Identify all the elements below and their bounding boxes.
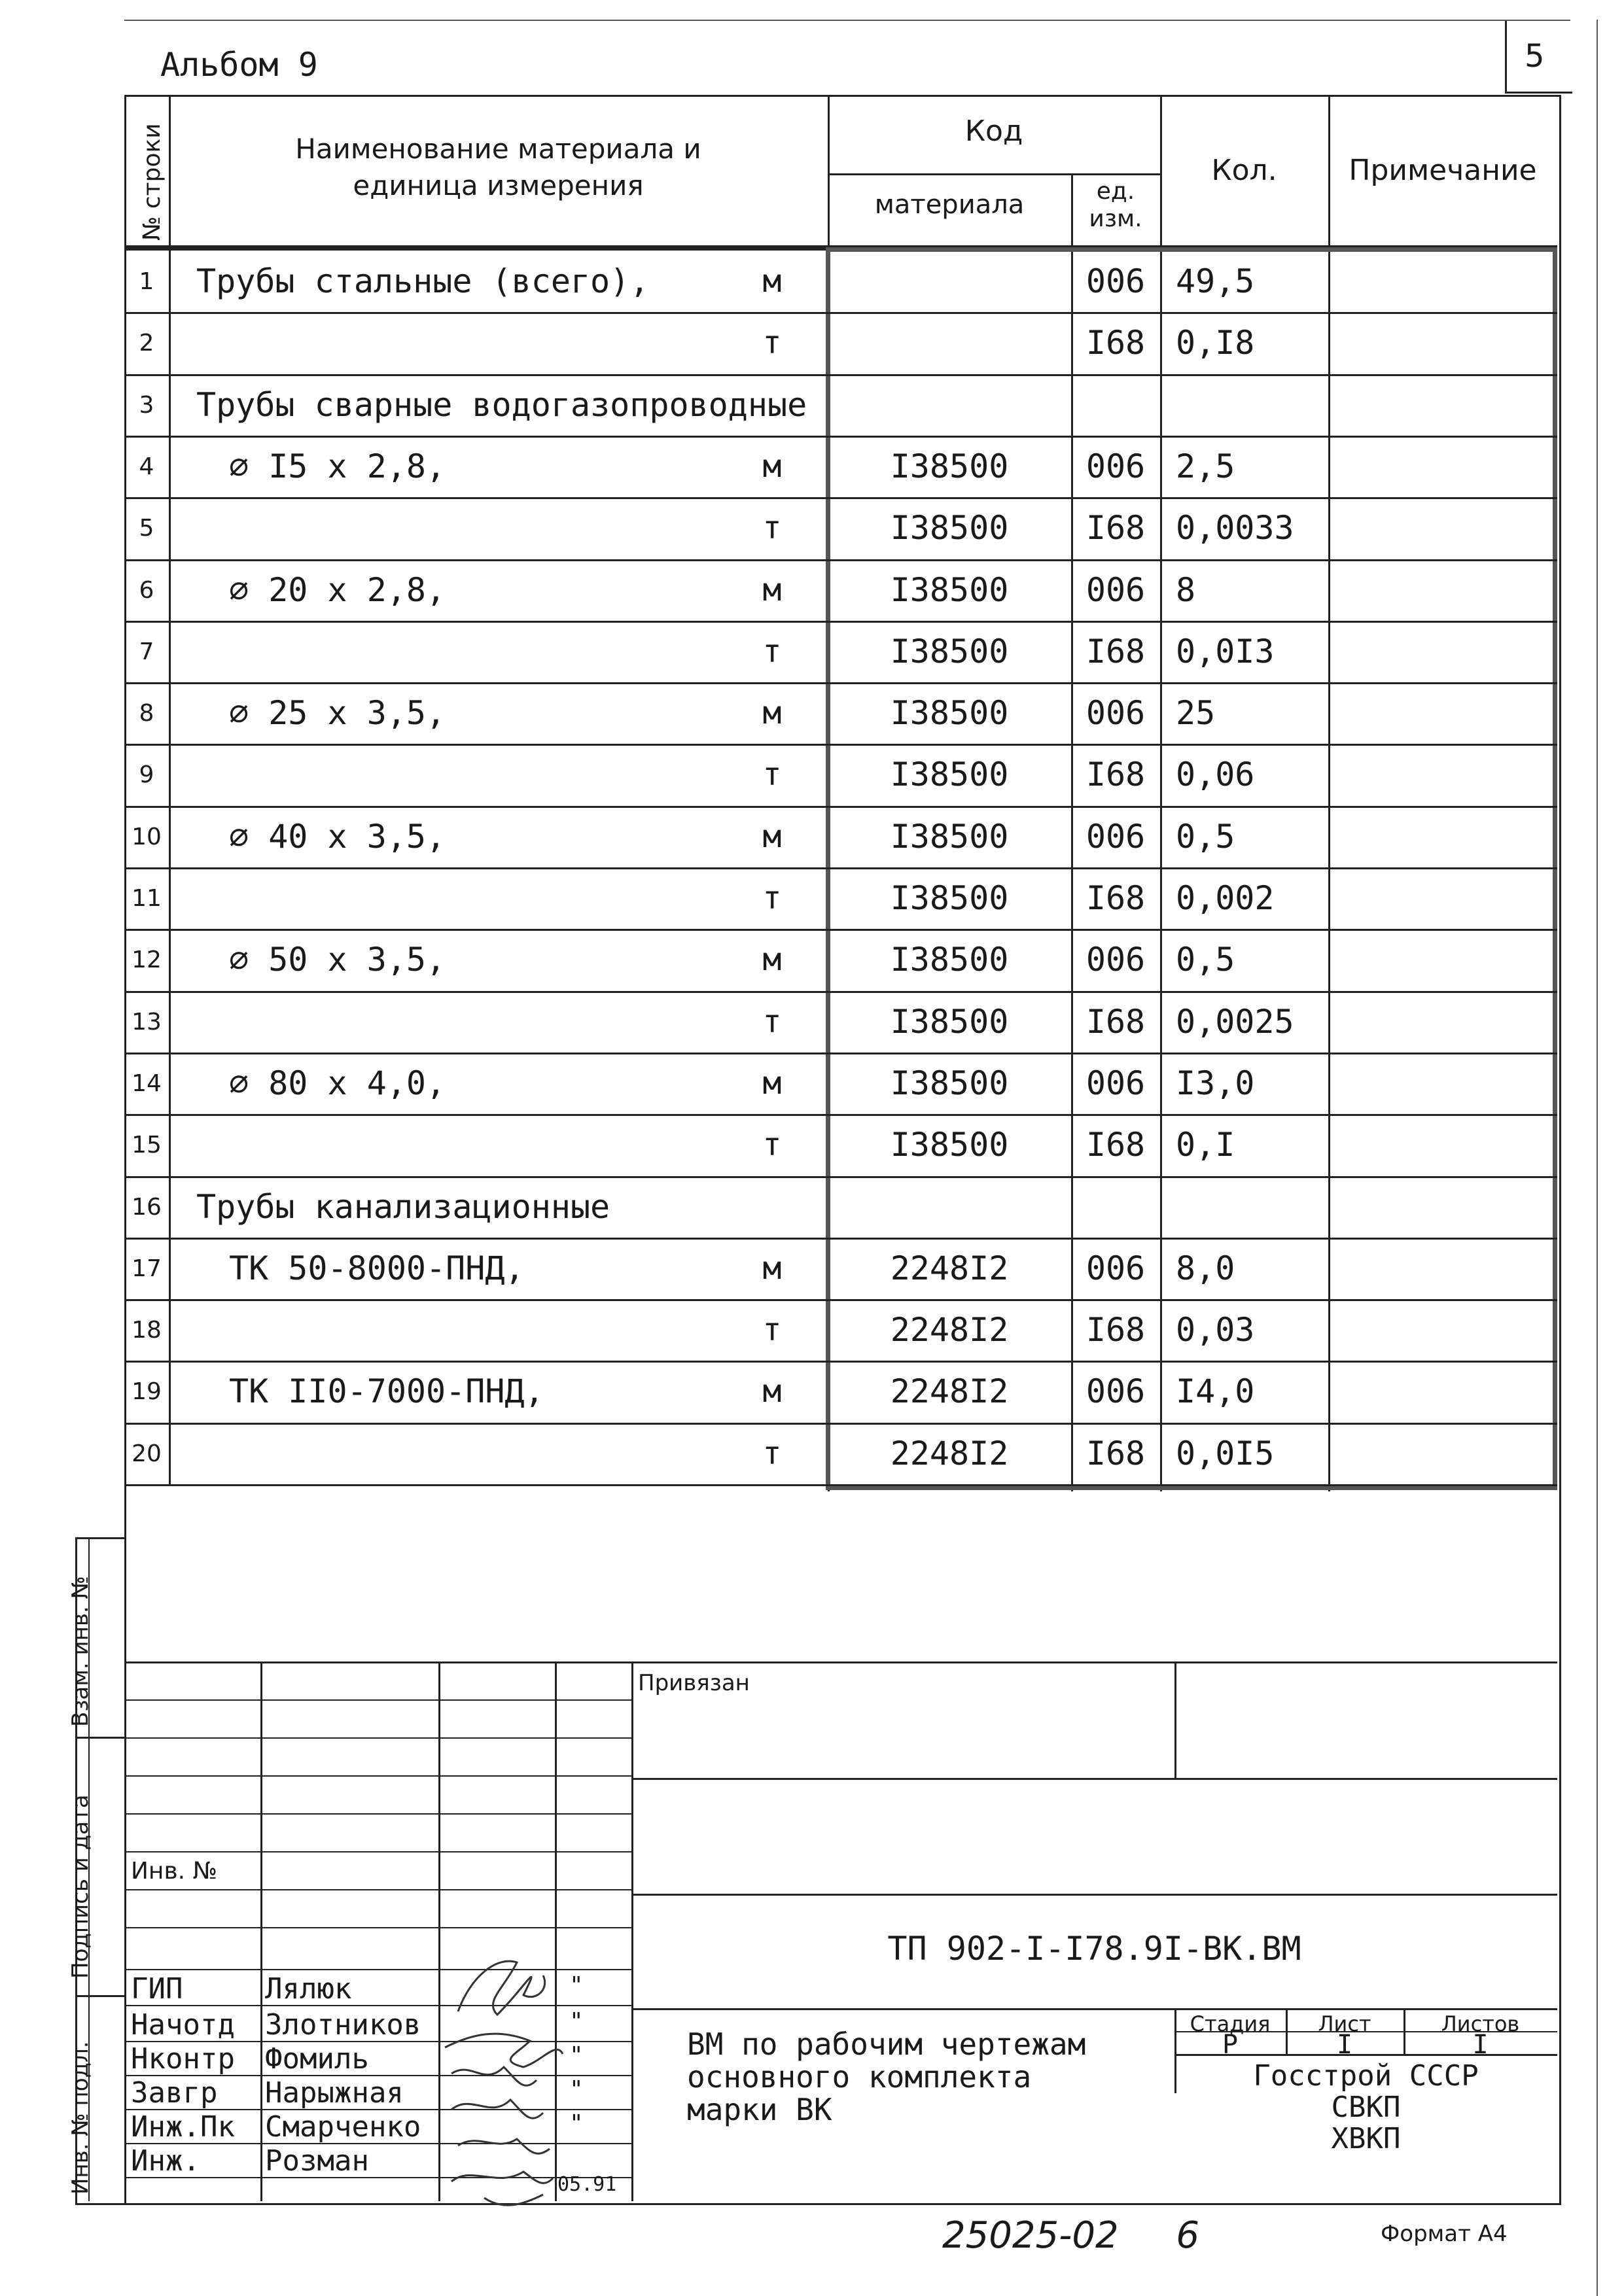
col-line-rowno xyxy=(169,95,171,1485)
row-qty xyxy=(1160,374,1344,436)
row-number: 11 xyxy=(132,884,162,912)
row-name: ТК II0-7000-ПНД, xyxy=(229,1372,544,1410)
side-podpis: Подпись и дата xyxy=(67,1794,94,1979)
album-label: Альбом 9 xyxy=(160,46,318,84)
tb-title-line1: ВМ по рабочим чертежам xyxy=(687,2026,1086,2062)
tb-grid-line-2 xyxy=(124,1737,631,1739)
tb-privyazan: Привязан xyxy=(638,1670,750,1696)
row-number: 7 xyxy=(139,638,154,665)
row-qty: 8,0 xyxy=(1176,1249,1235,1287)
side-inv-podl: Инв. № подл. xyxy=(67,2041,94,2195)
tb-line-title-top xyxy=(631,2008,1557,2010)
row-unit: т xyxy=(762,1126,782,1163)
row-name xyxy=(196,1114,752,1175)
row-number: 3 xyxy=(139,391,154,419)
row-number: 13 xyxy=(132,1008,162,1035)
row-ed: 006 xyxy=(1086,262,1146,300)
row-qty: 0,0033 xyxy=(1176,509,1294,547)
header-code-material: материала xyxy=(874,190,1025,220)
row-code: I38500 xyxy=(890,633,1009,670)
row-number: 19 xyxy=(132,1378,162,1405)
row-code: I38500 xyxy=(890,879,1009,917)
row-code xyxy=(828,312,1071,374)
tb-stage: Р xyxy=(1222,2030,1239,2060)
row-number: 9 xyxy=(139,761,154,788)
tb-sheet-label: Лист xyxy=(1318,2011,1371,2036)
row-number: 10 xyxy=(132,823,162,850)
row-qty: I3,0 xyxy=(1176,1064,1255,1102)
row-ed: I68 xyxy=(1086,1126,1146,1164)
row-ed: I68 xyxy=(1086,879,1146,917)
code-header-divider xyxy=(828,173,1160,175)
staff-date-mark: " xyxy=(569,2076,584,2103)
row-code: I38500 xyxy=(890,1126,1009,1164)
tb-line-privyazan-bottom xyxy=(631,1778,1557,1780)
tb-top-line xyxy=(124,1661,1557,1663)
row-code: 2248I2 xyxy=(890,1435,1009,1472)
row-code xyxy=(828,1176,1071,1238)
row-name: ⌀ I5 х 2,8, xyxy=(229,447,446,485)
row-unit xyxy=(746,1176,798,1238)
row-name: Трубы канализационные xyxy=(196,1188,610,1226)
side-stamp-divider-1 xyxy=(75,1737,124,1739)
row-ed: I68 xyxy=(1086,509,1146,547)
tb-sheets-label: Листов xyxy=(1441,2011,1520,2036)
row-code: I38500 xyxy=(890,447,1009,485)
row-ed: 006 xyxy=(1086,1064,1146,1102)
row-unit: м xyxy=(762,263,782,300)
tb-sheet: I xyxy=(1336,2030,1353,2060)
row-ed: 006 xyxy=(1086,694,1146,732)
row-qty: 0,I xyxy=(1176,1126,1235,1164)
row-ed: 006 xyxy=(1086,941,1146,979)
tb-inv-no: Инв. № xyxy=(131,1858,218,1885)
row-unit: м xyxy=(762,818,782,855)
row-name xyxy=(196,621,752,682)
row-separator xyxy=(124,1484,1557,1486)
row-name xyxy=(196,867,752,929)
header-code-unit-line1: ед. xyxy=(1096,178,1135,205)
row-code: 2248I2 xyxy=(890,1249,1009,1287)
staff-role: ГИП xyxy=(131,1972,183,2006)
top-border-line xyxy=(124,20,1570,21)
tb-grid-line-1 xyxy=(124,1699,631,1701)
tb-title-line3: марки ВК xyxy=(687,2092,832,2127)
staff-name: Лялюк xyxy=(265,1972,352,2006)
tb-grid-line-4 xyxy=(124,1813,631,1815)
staff-role: Начотд xyxy=(131,2008,235,2042)
tb-grid-line-5 xyxy=(124,1851,631,1852)
row-qty xyxy=(1160,1176,1344,1238)
row-number: 16 xyxy=(132,1193,162,1221)
row-unit: м xyxy=(762,1250,782,1287)
row-unit xyxy=(746,374,798,436)
row-qty: 0,0I3 xyxy=(1176,633,1275,670)
row-number: 17 xyxy=(132,1255,162,1282)
header-qty: Кол. xyxy=(1211,154,1277,187)
header-name xyxy=(169,131,828,204)
row-qty: 49,5 xyxy=(1176,262,1255,300)
staff-name: Фомиль xyxy=(265,2042,369,2076)
row-name xyxy=(196,991,752,1052)
row-number: 4 xyxy=(139,453,154,480)
row-ed: I68 xyxy=(1086,1003,1146,1041)
tb-grid-line-3 xyxy=(124,1775,631,1777)
row-number: 1 xyxy=(139,268,154,295)
side-vzam: Взам. инв. № xyxy=(67,1576,94,1727)
staff-row-separator xyxy=(124,2005,631,2006)
row-ed: I68 xyxy=(1086,756,1146,793)
tb-stage-label: Стадия xyxy=(1190,2011,1271,2036)
staff-date-mark: " xyxy=(569,2042,584,2069)
row-name xyxy=(196,1423,752,1484)
header-name-line1: Наименование материала и xyxy=(295,133,701,165)
row-code: I38500 xyxy=(890,818,1009,856)
tb-vline-role xyxy=(260,1661,262,2201)
row-qty: I4,0 xyxy=(1176,1372,1255,1410)
staff-name: Смарченко xyxy=(265,2110,421,2144)
row-unit: т xyxy=(762,1435,782,1472)
row-qty: 0,0025 xyxy=(1176,1003,1294,1041)
row-name: ⌀ 50 х 3,5, xyxy=(229,941,446,979)
row-name: ⌀ 25 х 3,5, xyxy=(229,694,446,732)
tb-sheets: I xyxy=(1472,2030,1489,2060)
row-unit: т xyxy=(762,756,782,793)
row-name: ⌀ 20 х 2,8, xyxy=(229,571,446,609)
tb-line-designation-top xyxy=(631,1894,1557,1896)
row-qty: 0,0I5 xyxy=(1176,1435,1275,1472)
row-number: 5 xyxy=(139,514,154,542)
row-unit: м xyxy=(762,695,782,731)
staff-date-mark: " xyxy=(569,2008,584,2035)
row-ed: 006 xyxy=(1086,571,1146,609)
header-code: Код xyxy=(964,114,1023,148)
row-ed: 006 xyxy=(1086,818,1146,856)
header-note: Примечание xyxy=(1349,154,1537,187)
tb-org-line1: Госстрой СССР xyxy=(1253,2059,1479,2093)
row-number: 2 xyxy=(139,329,154,357)
row-ed: I68 xyxy=(1086,633,1146,670)
side-stamp-divider-2 xyxy=(75,1995,124,1997)
row-name xyxy=(196,312,752,374)
row-unit: т xyxy=(762,880,782,916)
row-number: 8 xyxy=(139,699,154,727)
row-unit: т xyxy=(762,1312,782,1348)
header-name-line2: единица измерения xyxy=(353,169,644,201)
header-row-no: № строки xyxy=(139,123,166,241)
row-number: 15 xyxy=(132,1131,162,1158)
staff-name: Злотников xyxy=(265,2008,421,2042)
tb-title-line2: основного комплекта xyxy=(687,2059,1032,2095)
row-name: ТК 50-8000-ПНД, xyxy=(229,1249,525,1287)
tb-organization xyxy=(1174,2061,1557,2155)
row-code: 2248I2 xyxy=(890,1311,1009,1349)
row-number: 12 xyxy=(132,946,162,973)
row-code: 2248I2 xyxy=(890,1372,1009,1410)
tb-org-line3: ХВКП xyxy=(1331,2122,1401,2155)
row-code xyxy=(828,251,1071,312)
row-ed: 006 xyxy=(1086,447,1146,485)
footer-format: Формат А4 xyxy=(1381,2221,1508,2247)
row-ed: I68 xyxy=(1086,1435,1146,1472)
staff-name: Нарыжная xyxy=(265,2076,404,2110)
tb-grid-line-6 xyxy=(124,1889,631,1890)
row-code xyxy=(828,374,1071,436)
staff-role: Инж. xyxy=(131,2144,200,2178)
staff-date-mark: " xyxy=(569,2110,584,2137)
header-code-unit xyxy=(1071,178,1160,233)
row-unit: м xyxy=(762,448,782,485)
row-number: 20 xyxy=(132,1440,162,1467)
staff-date-mark: " xyxy=(569,1972,584,1999)
tb-grid-line-7 xyxy=(124,1927,631,1928)
row-unit: т xyxy=(762,324,782,361)
row-unit: т xyxy=(762,1003,782,1040)
row-qty: 2,5 xyxy=(1176,447,1235,485)
row-ed: I68 xyxy=(1086,324,1146,362)
row-qty: 0,06 xyxy=(1176,756,1255,793)
row-code: I38500 xyxy=(890,694,1009,732)
row-unit: м xyxy=(762,941,782,978)
staff-role: Инж.Пк xyxy=(131,2110,235,2144)
row-ed: 006 xyxy=(1086,1249,1146,1287)
tb-grid-line-8 xyxy=(124,1969,631,1970)
row-number: 18 xyxy=(132,1316,162,1344)
row-unit: т xyxy=(762,633,782,670)
row-qty: 0,I8 xyxy=(1176,324,1255,362)
tb-date: 05.91 xyxy=(557,2173,617,2196)
row-name: Трубы сварные водогазопроводные xyxy=(196,386,807,424)
row-code: I38500 xyxy=(890,1064,1009,1102)
row-unit: м xyxy=(762,1065,782,1102)
staff-role: Завгр xyxy=(131,2076,218,2110)
row-name xyxy=(196,744,752,805)
row-unit: м xyxy=(762,572,782,608)
tb-org-line2: СВКП xyxy=(1331,2091,1401,2124)
row-qty: 25 xyxy=(1176,694,1216,732)
tb-vline-sign xyxy=(555,1661,557,2201)
staff-name: Розман xyxy=(265,2144,369,2178)
tb-vline-name xyxy=(438,1661,440,2201)
tb-title xyxy=(687,2028,1086,2126)
row-qty: 0,5 xyxy=(1176,941,1235,979)
row-number: 14 xyxy=(132,1070,162,1097)
footer-number-main: 25025-02 xyxy=(942,2214,1119,2257)
row-qty: 8 xyxy=(1176,571,1196,609)
row-qty: 0,002 xyxy=(1176,879,1275,917)
tb-designation: ТП 902-I-I78.9I-ВК.ВМ xyxy=(887,1930,1301,1968)
row-number: 6 xyxy=(139,576,154,604)
row-name xyxy=(196,497,752,559)
row-ed xyxy=(1071,374,1160,436)
row-code: I38500 xyxy=(890,941,1009,979)
row-code: I38500 xyxy=(890,509,1009,547)
row-code: I38500 xyxy=(890,756,1009,793)
right-margin-line xyxy=(1597,20,1598,2296)
row-ed: I68 xyxy=(1086,1311,1146,1349)
row-unit: т xyxy=(762,510,782,546)
header-code-unit-line2: изм. xyxy=(1089,205,1142,232)
staff-row-separator xyxy=(124,2177,631,2178)
row-name: ⌀ 40 х 3,5, xyxy=(229,818,446,856)
row-ed: 006 xyxy=(1086,1372,1146,1410)
tb-vline-privyazan xyxy=(1174,1661,1176,1778)
row-name xyxy=(196,1299,752,1361)
staff-role: Нконтр xyxy=(131,2042,235,2076)
row-code: I38500 xyxy=(890,571,1009,609)
page-number: 5 xyxy=(1525,38,1545,75)
row-qty: 0,5 xyxy=(1176,818,1235,856)
row-qty: 0,03 xyxy=(1176,1311,1255,1349)
row-ed xyxy=(1071,1176,1160,1238)
footer-number-suffix: 6 xyxy=(1176,2214,1200,2257)
row-name: Трубы стальные (всего), xyxy=(196,262,650,300)
row-code: I38500 xyxy=(890,1003,1009,1041)
row-unit: м xyxy=(762,1373,782,1410)
row-name: ⌀ 80 х 4,0, xyxy=(229,1064,446,1102)
footer-number xyxy=(942,2214,1199,2257)
